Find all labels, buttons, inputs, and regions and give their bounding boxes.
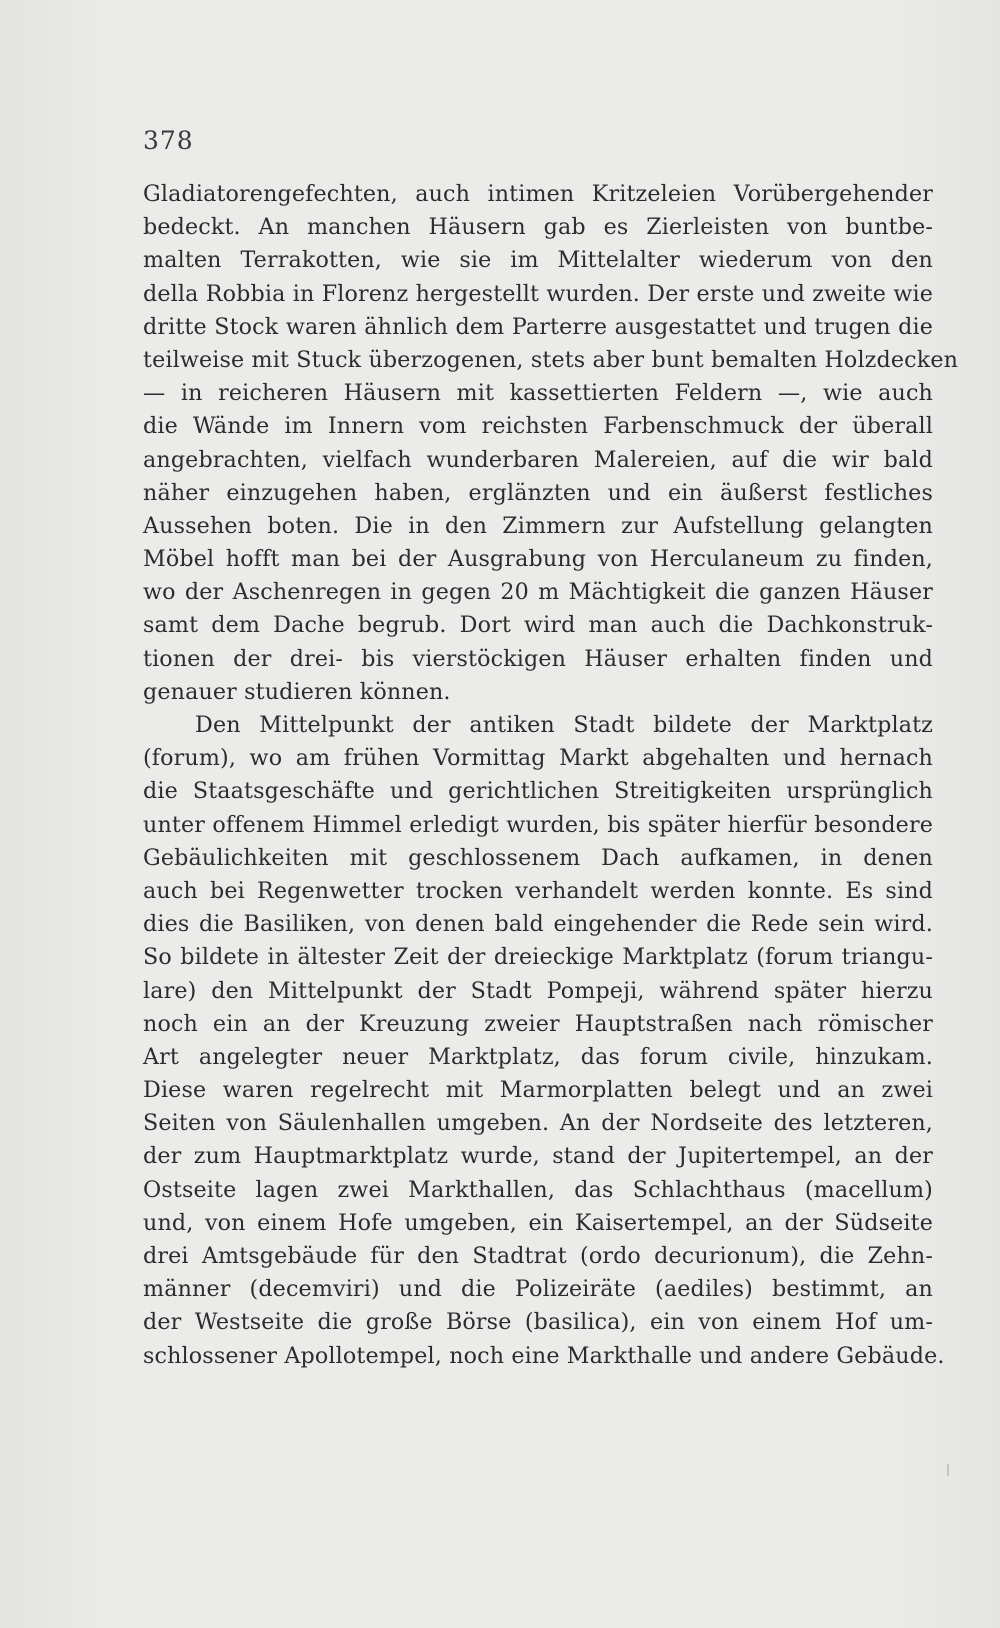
text-line: dies die Basiliken, von denen bald eingehender die Rede sein wird. [143, 911, 933, 938]
text-line: (forum), wo am frühen Vormittag Markt abgehalten und hernach [143, 745, 933, 772]
text-line: samt dem Dache begrub. Dort wird man auch die Dachkonstruk- [143, 612, 933, 639]
text-line: auch bei Regenwetter trocken verhandelt werden konnte. Es sind [143, 877, 933, 904]
text-line: schlossener Apollotempel, noch eine Markthalle und andere Gebäude. [143, 1342, 945, 1369]
body-text [143, 178, 959, 1373]
text-line: und, von einem Hofe umgeben, ein Kaisertempel, an der Südseite [143, 1209, 933, 1236]
text-line: der zum Hauptmarktplatz wurde, stand der Jupitertempel, an der [143, 1143, 933, 1170]
text-line: die Staatsgeschäfte und gerichtlichen Streitigkeiten ursprünglich [143, 778, 933, 805]
text-line: Diese waren regelrecht mit Marmorplatten belegt und an zwei [143, 1077, 933, 1104]
text-line: tionen der drei- bis vierstöckigen Häuser erhalten finden und [143, 645, 933, 672]
text-line: genauer studieren können. [143, 678, 451, 705]
text-line: männer (decemviri) und die Polizeiräte (aediles) bestimmt, an [143, 1276, 933, 1303]
text-line: bedeckt. An manchen Häusern gab es Zierleisten von buntbe- [143, 214, 933, 241]
text-line: — in reicheren Häusern mit kassettierten Feldern —, wie auch [143, 380, 933, 407]
text-line: drei Amtsgebäude für den Stadtrat (ordo decurionum), die Zehn- [143, 1243, 933, 1269]
text-line: Möbel hofft man bei der Ausgrabung von Herculaneum zu finden, [143, 546, 933, 573]
text-line: wo der Aschenregen in gegen 20 m Mächtigkeit die ganzen Häuser [143, 579, 933, 606]
text-line: der Westseite die große Börse (basilica), ein von einem Hof um- [143, 1309, 933, 1336]
text-line: Ostseite lagen zwei Markthallen, das Schlachthaus (macellum) [143, 1176, 933, 1203]
scan-mark [947, 1464, 949, 1476]
text-line: unter offenem Himmel erledigt wurden, bis später hierfür besondere [143, 811, 933, 838]
text-line: Gebäulichkeiten mit geschlossenem Dach aufkamen, in denen [143, 844, 933, 871]
text-line: die Wände im Innern vom reichsten Farbenschmuck der überall [143, 413, 933, 440]
text-line: angebrachten, vielfach wunderbaren Malereien, auf die wir bald [143, 446, 933, 473]
text-line: lare) den Mittelpunkt der Stadt Pompeji, während später hierzu [143, 977, 933, 1004]
paragraph-first-line: Den Mittelpunkt der antiken Stadt bildete der Marktplatz [195, 712, 933, 738]
page-number: 378 [143, 126, 194, 155]
text-line: Art angelegter neuer Marktplatz, das forum civile, hinzukam. [143, 1043, 933, 1070]
text-line: noch ein an der Kreuzung zweier Hauptstraßen nach römischer [143, 1010, 933, 1037]
text-line: Aussehen boten. Die in den Zimmern zur Aufstellung gelangten [143, 512, 933, 539]
text-line: della Robbia in Florenz hergestellt wurden. Der erste und zweite wie [143, 280, 933, 307]
text-line: teilweise mit Stuck überzogenen, stets aber bunt bemalten Holzdecken [143, 346, 959, 373]
text-line: Gladiatorengefechten, auch intimen Kritzeleien Vorübergehender [143, 181, 933, 207]
text-line: dritte Stock waren ähnlich dem Parterre ausgestattet und trugen die [143, 313, 933, 340]
text-line: Seiten von Säulenhallen umgeben. An der Nordseite des letzteren, [143, 1110, 933, 1137]
text-line: näher einzugehen haben, erglänzten und ein äußerst festliches [143, 479, 933, 506]
text-line: So bildete in ältester Zeit der dreieckige Marktplatz (forum triangu- [143, 944, 933, 971]
text-line: malten Terrakotten, wie sie im Mittelalter wiederum von den [143, 247, 933, 274]
